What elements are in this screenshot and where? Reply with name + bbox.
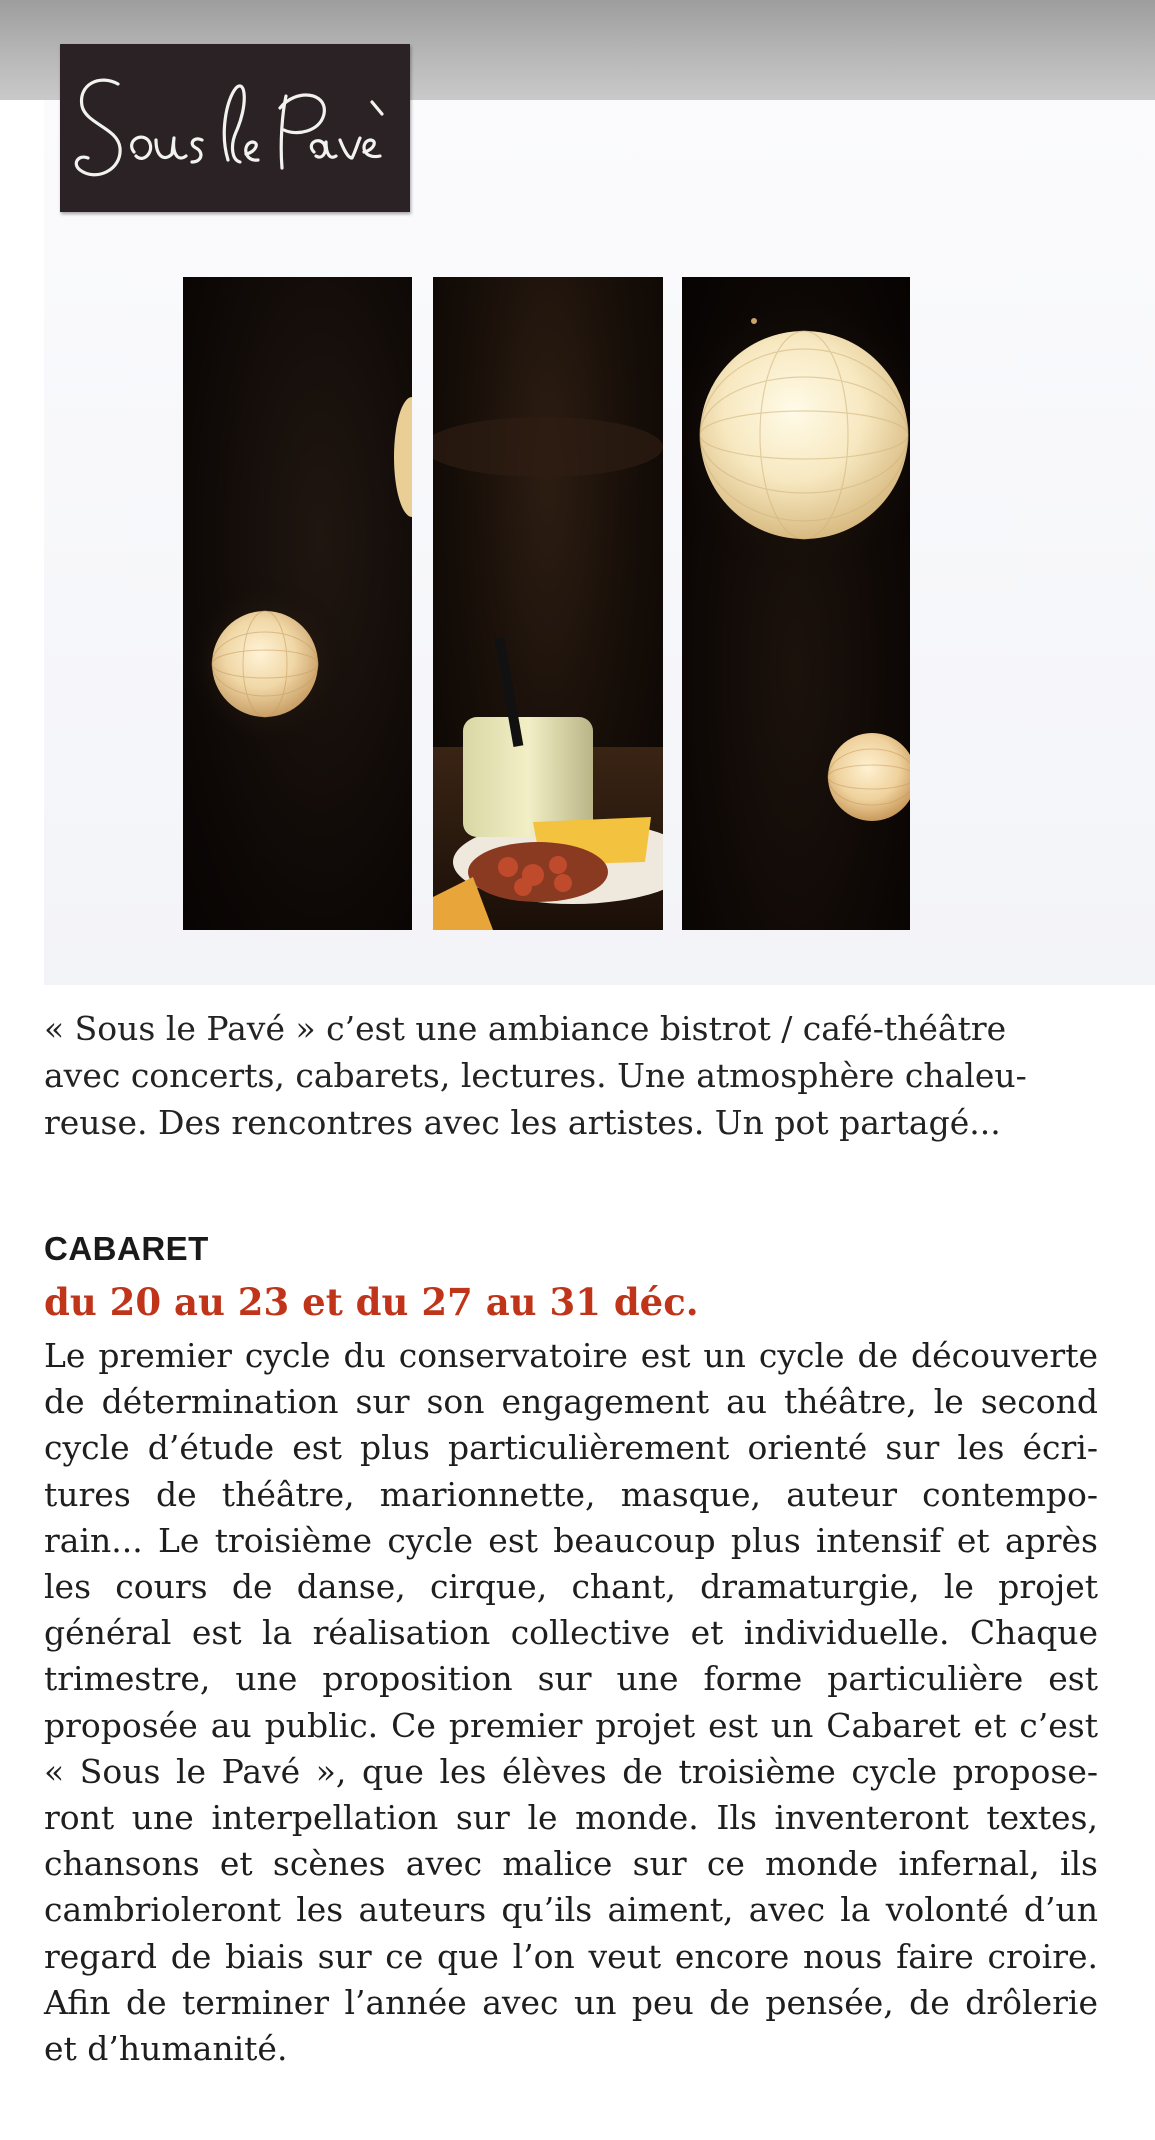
body-line: Afin de terminer l’année avec un peu de pensée, de drôlerie	[44, 1982, 1098, 2022]
body-line: regard de biais sur ce que l’on veut encore nous faire croire.	[44, 1936, 1098, 1976]
intro-line: avec concerts, cabarets, lectures. Une atmosphère chaleu-	[44, 1056, 1027, 1095]
intro-line: reuse. Des rencontres avec les artistes. Un pot partagé...	[44, 1103, 1001, 1142]
cabaret-description	[44, 1333, 1098, 2072]
cabaret-dates: du 20 au 23 et du 27 au 31 déc.	[44, 1280, 699, 1324]
body-line: chansons et scènes avec malice sur ce monde infernal, ils	[44, 1844, 1098, 1884]
body-line: ront une interpellation sur le monde. Ils inventeront textes,	[44, 1798, 1098, 1838]
intro-paragraph	[44, 1005, 1084, 1146]
body-line: trimestre, une proposition sur une forme particulière est	[44, 1659, 1098, 1699]
body-line: cycle d’étude est plus particulièrement orienté sur les écri-	[44, 1428, 1098, 1468]
body-line: et d’humanité.	[44, 2029, 288, 2069]
body-line: Le premier cycle du conservatoire est un cycle de découverte	[44, 1336, 1098, 1375]
panel-lanterns-right	[682, 277, 910, 930]
section-heading-cabaret: CABARET	[44, 1230, 209, 1267]
body-line: général est la réalisation collective et individuelle. Chaque	[44, 1613, 1098, 1653]
sous-le-pave-logo	[60, 44, 410, 212]
body-line: « Sous le Pavé », que les élèves de troisième cycle propose-	[44, 1751, 1098, 1791]
body-line: cambrioleront les auteurs qu’ils aiment, avec la volonté d’un	[44, 1890, 1098, 1930]
body-line: de détermination sur son engagement au théâtre, le second	[44, 1382, 1098, 1422]
body-line: tures de théâtre, marionnette, masque, auteur contempo-	[44, 1474, 1098, 1514]
body-line: les cours de danse, cirque, chant, dramaturgie, le projet	[44, 1567, 1098, 1607]
intro-line: « Sous le Pavé » c’est une ambiance bistrot / café-théâtre	[44, 1009, 1007, 1048]
panel-drink-plate	[433, 277, 663, 930]
body-line: proposée au public. Ce premier projet est un Cabaret et c’est	[44, 1705, 1098, 1745]
body-line: rain... Le troisième cycle est beaucoup plus intensif et après	[44, 1520, 1098, 1560]
panel-lantern-left	[183, 277, 412, 930]
